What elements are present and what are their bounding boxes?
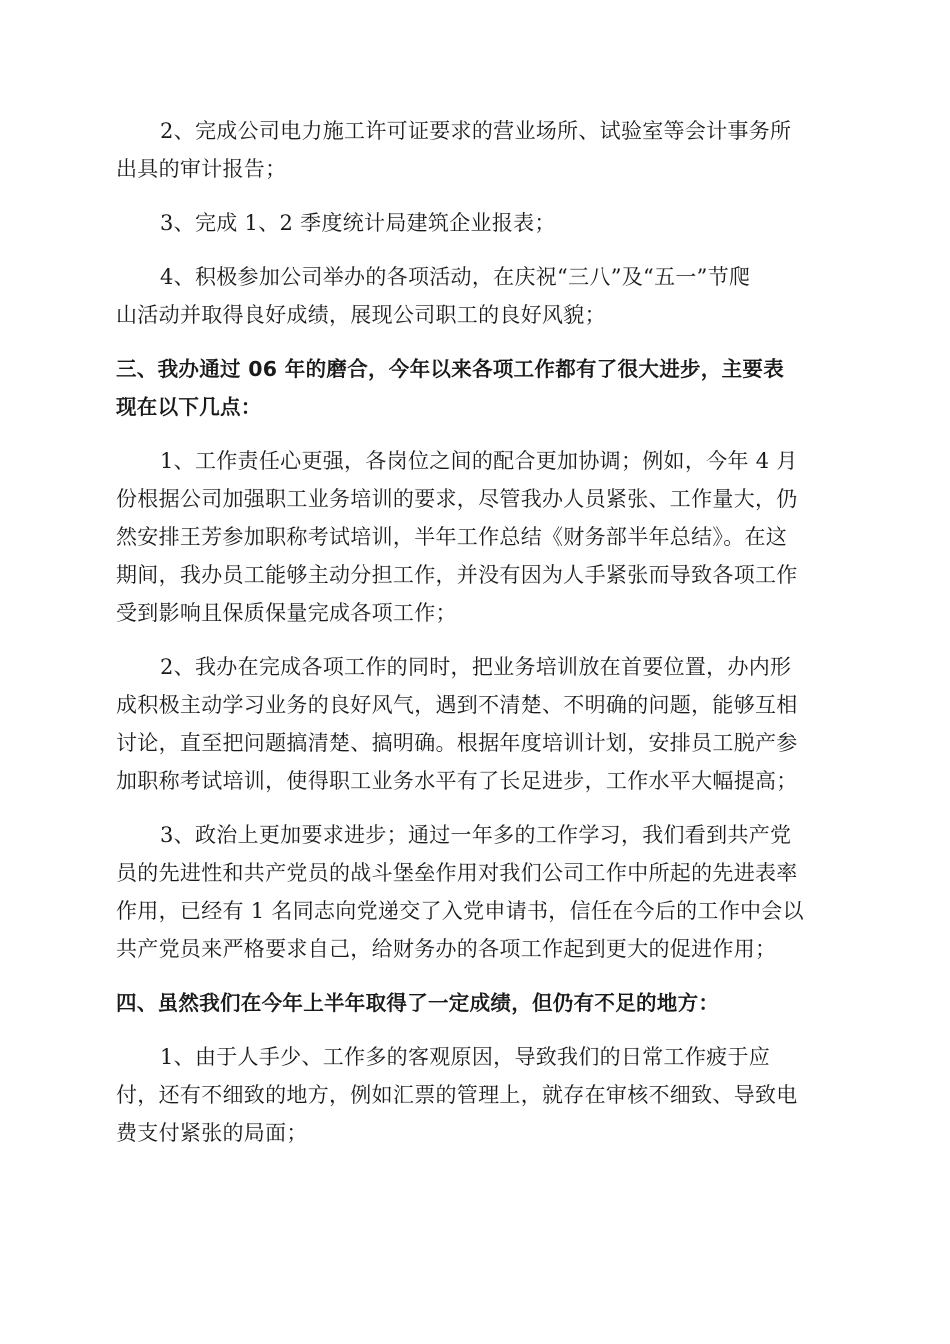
paragraph-line: 员的先进性和共产党员的战斗堡垒作用对我们公司工作中所起的先进表率: [116, 861, 798, 885]
paragraph-line: 3、政治上更加要求进步；通过一年多的工作学习，我们看到共产党: [160, 823, 792, 847]
paragraph-line: 加职称考试培训，使得职工业务水平有了长足进步，工作水平大幅提高；: [116, 769, 798, 793]
section-heading: 现在以下几点：: [116, 395, 262, 419]
paragraph-line: 然安排王芳参加职称考试培训，半年工作总结《财务部半年总结》。在这: [116, 525, 788, 549]
paragraph-line: 3、完成 1、2 季度统计局建筑企业报表；: [160, 211, 556, 235]
paragraph-line: 份根据公司加强职工业务培训的要求，尽管我办人员紧张、工作量大，仍: [116, 487, 798, 511]
paragraph-line: 2、完成公司电力施工许可证要求的营业场所、试验室等会计事务所: [160, 119, 792, 143]
paragraph-line: 1、由于人手少、工作多的客观原因，导致我们的日常工作疲于应: [160, 1045, 771, 1069]
paragraph-line: 山活动并取得良好成绩，展现公司职工的良好风貌；: [116, 303, 606, 327]
section-heading: 四、虽然我们在今年上半年取得了一定成绩，但仍有不足的地方：: [116, 991, 720, 1015]
paragraph-line: 受到影响且保质保量完成各项工作；: [116, 601, 457, 625]
paragraph-line: 作用，已经有 1 名同志向党递交了入党申请书，信任在今后的工作中会以: [116, 899, 804, 923]
paragraph-line: 付，还有不细致的地方，例如汇票的管理上，就存在审核不细致、导致电: [116, 1083, 798, 1107]
paragraph-line: 4、积极参加公司举办的各项活动，在庆祝“三八”及“五一”节爬: [160, 265, 751, 289]
paragraph-line: 1、工作责任心更强，各岗位之间的配合更加协调；例如，今年 4 月: [160, 449, 798, 473]
paragraph-line: 出具的审计报告；: [116, 157, 287, 181]
paragraph-line: 费支付紧张的局面；: [116, 1121, 308, 1145]
section-heading: 三、我办通过 06 年的磨合，今年以来各项工作都有了很大进步，主要表: [116, 357, 784, 381]
paragraph-line: 讨论，直至把问题搞清楚、搞明确。根据年度培训计划，安排员工脱产参: [116, 731, 798, 755]
paragraph-line: 成积极主动学习业务的良好风气，遇到不清楚、不明确的问题，能够互相: [116, 693, 798, 717]
paragraph-line: 2、我办在完成各项工作的同时，把业务培训放在首要位置，办内形: [160, 655, 792, 679]
paragraph-line: 期间，我办员工能够主动分担工作，并没有因为人手紧张而导致各项工作: [116, 563, 798, 587]
paragraph-line: 共产党员来严格要求自己，给财务办的各项工作起到更大的促进作用；: [116, 937, 777, 961]
